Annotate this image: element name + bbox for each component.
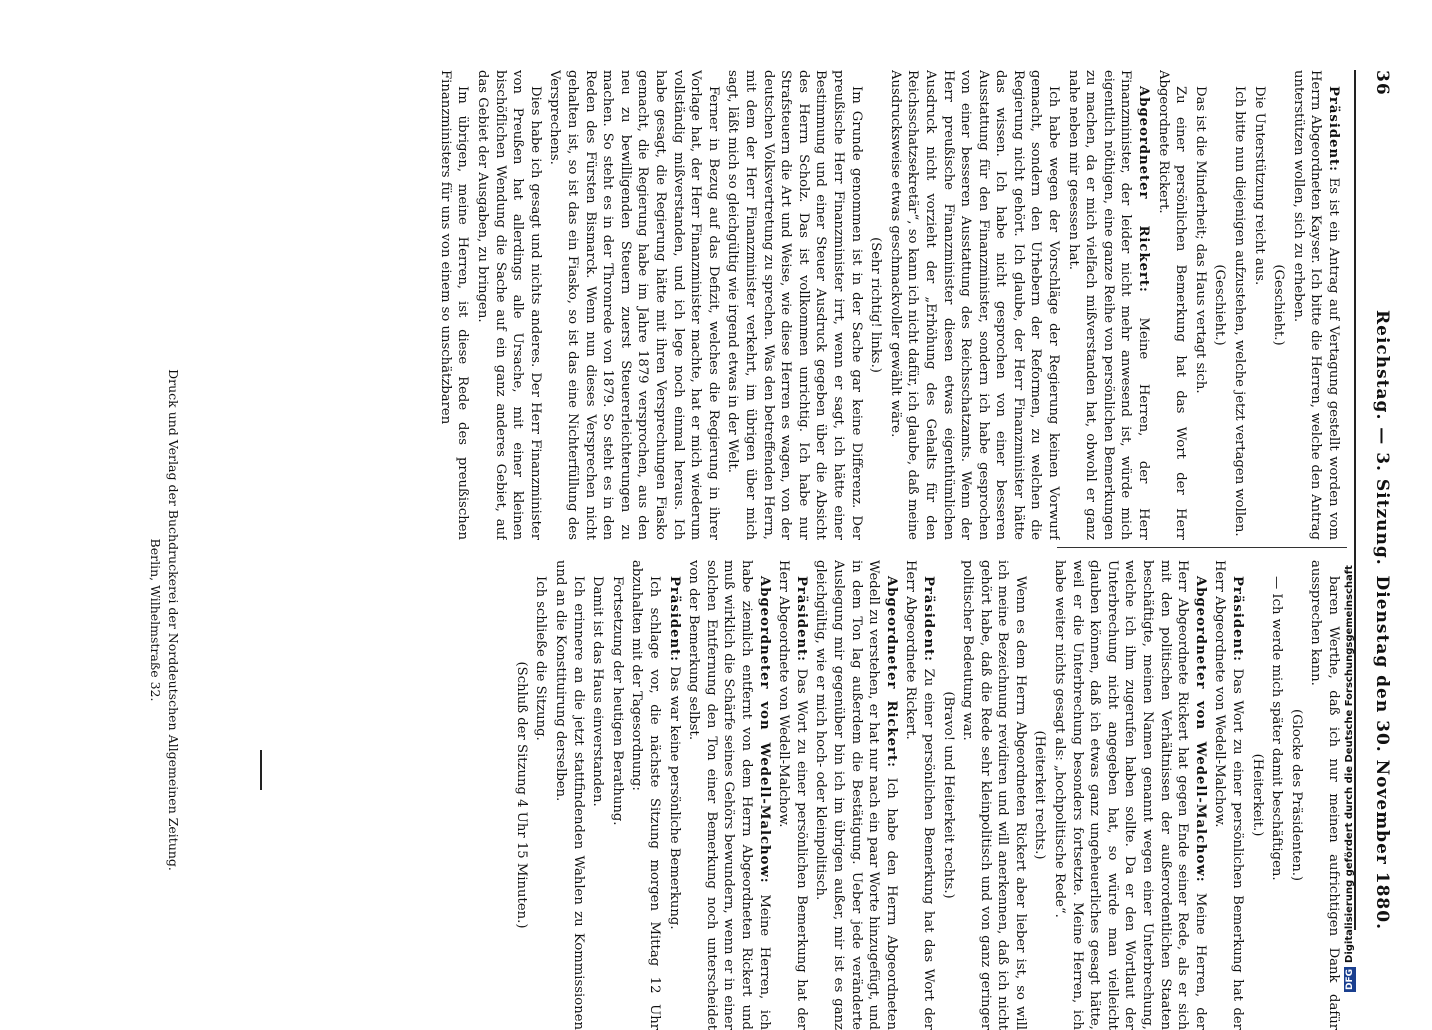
paragraph	[589, 560, 607, 1030]
paragraph-text: Wenn es dem Herrn Abgeordneten Rickert aber lieber ist, so will ich meine Bezeichnung revidiren und will anerkennen, daß ich nicht gehört habe, daß die Rede sehr kleinpolitisch und von ganz geringer politischer Bedeutung war.	[960, 560, 1028, 1030]
paragraph-text: Das war keine persönliche Bemerkung.	[666, 666, 682, 930]
paragraph	[546, 70, 722, 540]
imprint-line-2: Berlin, Wilhelmstraße 32.	[148, 538, 163, 702]
paragraph	[436, 70, 471, 540]
paragraph-text: Dies habe ich gesagt und nichts anderes. Der Herr Finanzminister von Preußen hat allerdings alle Ursache, mit einer kleinen bischöflichen Wendung die Sache auf ein ganz anderes Gebiet, auf das Gebiet der Ausgaben, zu bringen.	[475, 70, 543, 540]
paragraph-text: Meine Herren, ich habe ziemlich entfernt von dem Herrn Abgeordneten Rickert und muß wirklich die Schärfe seines Gehörs bewundern, wenn er in einer solchen Entfernung den Ton einer Bemerkung noch unterscheidet von der Bemerkung selbst.	[686, 560, 772, 1030]
paragraph	[1268, 560, 1286, 1030]
paragraph-text: Im Grunde genommen ist in der Sache gar keine Differenz. Der preußische Herr Finanzminister irrt, wenn er sagt, ich hätte einer Bestimmung und einer Steuer Ausdruck gegeben über die Absicht des Herrn Scholz. Das ist vollkommen unrichtig. Ich habe nur Strafsteuern die Art und Weise, wie diese Herren es wagen, von der deutschen Volksvertretung zu sprechen. Was den betreffenden Herrn, mit dem der Herr Finanzminister verkehrt, im übrigen über mich sagt, läßt mich so gleichgültig wie irgend etwas in der Welt.	[725, 70, 864, 540]
imprint-line-1: Druck und Verlag der Buchdruckerei der Norddeutschen Allgemeinen Zeitung.	[166, 369, 181, 871]
paragraph-text: Meine Herren, der Herr Finanzminister, der leider nicht mehr anwesend ist, würde mich eigentlich nöthigen, eine ganze Reihe von persönlichen Bemerkungen zu machen, da er mich vielfach mißverstanden hat, obwohl er ganz nahe neben mir gesessen hat.	[1065, 70, 1152, 540]
paragraph-text: Das Wort zu einer persönlichen Bemerkung hat der Herr Abgeordnete von Wedell-Malchow.	[776, 560, 809, 1030]
paragraph-text: Ich habe wegen der Vorschläge der Regierung keinen Vorwurf gemacht, sondern den Urhebern der Reformen, zu welchen die Regierung nicht gehört. Ich glaube, der Herr Finanzminister hätte das wissen. Ich habe nicht gesprochen von einer besseren Ausstattung für den Finanzminister, sondern ich habe gesprochen von einer besseren Ausstattung des Reichsschatzamts. Wenn der Herr preußische Finanzminister diesen etwas eigenthümlichen Ausdruck nicht vorzieht der „Erhöhung des Gehalts für den Reichsschatzsekretär“, so kann ich nicht dafür, ich glaube, daß meine Ausdrucksweise etwas geschmackvoller gewählt wäre.	[887, 70, 1062, 540]
paragraph	[812, 560, 900, 1030]
paragraph	[724, 70, 865, 540]
paragraph-text: Ich erinnere an die jetzt stattfindenden Wahlen zu Kommissionen und an die Konstituirung derselben.	[553, 560, 586, 1030]
stage-direction: (Sehr richtig! links.)	[868, 237, 884, 373]
speaker-name: Abgeordneter Rickert:	[883, 576, 899, 768]
stage-direction: (Bravo! und Heiterkeit rechts.)	[940, 691, 956, 899]
paragraph	[608, 560, 626, 1030]
speaker-name: Abgeordneter Rickert:	[1136, 86, 1152, 293]
paragraph-text: Ich habe den Herrn Abgeordneten Wedell zu verstehen, er hat nur nach ein paar Worte hinzugefügt, und in dem Ton lag außerdem die Bestätigung. Ueber jede veränderte Auslegung mir gegenüber bin ich im übrigen außer, mir ist es ganz gleichgültig, wie er mich hoch- oder kleinpolitisch.	[813, 560, 899, 1030]
digitization-credit	[1324, 0, 1432, 1000]
right-column	[282, 560, 1342, 1030]
stage-direction: (Geschieht.)	[1212, 264, 1228, 346]
paragraph	[775, 560, 810, 1030]
paragraph	[1211, 560, 1246, 1030]
paragraph-text: Fortsetzung der heutigen Berathung.	[609, 576, 625, 826]
credit-text: Digitalisierung gefördert durch die Deutsche Forschungsgemeinschaft	[1344, 565, 1355, 963]
paragraph-text: Es ist ein Antrag auf Vertagung gestellt worden vom Herrn Abgeordneten Kayser. Ich bitte die Herren, welche den Antrag unterstützen wollen, sich zu erheben.	[1290, 70, 1341, 540]
stage-direction: (Heiterkeit rechts.)	[1032, 730, 1048, 860]
speaker-name: Präsident:	[666, 576, 682, 663]
paragraph-text: Damit ist das Haus einverstanden.	[590, 576, 606, 807]
paragraph	[685, 560, 773, 1030]
paragraph	[1250, 70, 1268, 540]
stage-direction: (Heiterkeit.)	[1249, 753, 1265, 837]
paragraph-text: baren Werthe, daß ich nur meinen aufrichtigen Dank dafür aussprechen kann.	[1308, 560, 1341, 1030]
paragraph	[532, 560, 550, 1030]
paragraph	[1230, 70, 1248, 540]
paragraph-text: Zu einer persönlichen Bemerkung hat das Wort der Herr Abgeordnete Rickert.	[1155, 70, 1189, 540]
stage-direction: (Geschieht.)	[1271, 264, 1287, 346]
paragraph-text: Das Wort zu einer persönlichen Bemerkung hat der Herr Abgeordnete von Wedell-Malchow.	[1212, 560, 1246, 1030]
paragraph-text: Ich bitte nun diejenigen aufzustehen, welche jetzt vertagen wollen.	[1232, 86, 1248, 537]
header-title: Reichstag. — 3. Sitzung.	[1372, 310, 1392, 566]
paragraph	[1191, 70, 1209, 540]
paragraph-text: Ich schlage vor, die nächste Sitzung morgen Mittag 12 Uhr abzuhalten mit der Tagesordnung:	[629, 560, 663, 1030]
paragraph	[551, 560, 586, 1030]
paragraph-text: Ich schließe die Sitzung.	[533, 576, 549, 741]
imprint	[146, 340, 182, 900]
dfg-logo-icon: DFG	[1345, 968, 1355, 990]
paragraph-text: Zu einer persönlichen Bemerkung hat das Wort der Herr Abgeordnete Rickert.	[903, 560, 936, 1030]
paragraph	[665, 560, 683, 1030]
speaker-name: Präsident:	[1326, 86, 1341, 173]
speaker-name: Präsident:	[793, 576, 809, 663]
paragraph-text: Die Unterstützung reicht aus.	[1251, 86, 1267, 286]
stage-direction: (Glocke des Präsidenten.)	[1288, 708, 1304, 882]
paragraph	[1154, 70, 1189, 540]
closing-rule	[260, 750, 262, 790]
paragraph-text: Das ist die Minderheit; das Haus vertagt sich.	[1192, 86, 1208, 394]
paragraph-text: Ferner in Bezug auf das Defizit, welches die Regierung in ihrer Vorlage hat, der Herr Finanzminister machte, hat er mich wiederum vollständig mißverstanden, und ich lege noch einmal heraus. Ich habe gesagt, die Regierung hätte mit ihren Versprechungen Fiasko gemacht, die Regierung habe im Jahre 1879 versprochen, aus den neu zu bewilligenden Steuern zuerst Steuererleichterungen zu machen. So steht es in der Thronrede von 1879. So steht es in den Reden des Fürsten Bismarck. Wenn nun dieses Versprechen nicht gehalten ist, so ist das ein Fiasko, so ist das eine Nichterfüllung des Versprechens.	[547, 70, 721, 540]
stage-direction: (Schluß der Sitzung 4 Uhr 15 Minuten.)	[513, 661, 529, 929]
speaker-name: Präsident:	[1230, 576, 1246, 663]
speaker-name: Präsident:	[920, 576, 936, 663]
paragraph	[474, 70, 544, 540]
speaker-name: Abgeordneter von Wedell-Malchow:	[1192, 576, 1208, 883]
header-date: Dienstag den 30. November 1880.	[1372, 575, 1392, 930]
page-number: 36	[1372, 70, 1392, 96]
paragraph	[959, 560, 1029, 1030]
paragraph	[1051, 560, 1209, 1030]
paragraph	[902, 560, 937, 1030]
paragraph-text: Meine Herren, der Herr Abgeordnete Rickert hat gegen Ende seiner Rede, als er sich mit den politischen Verhältnissen der außerordentlichen Staaten beschäftigte, meinen Namen genannt wegen einer Unterbrechung, welche ich ihm zugerufen haben sollte. Da er den Wortlaut der Unterbrechung nicht angegeben hat, so würde man vielleicht glauben können, daß ich etwas ganz ungeheuerliches gesagt hätte, weil er die Unterbrechung besonders fortsetzte. Meine Herren, ich habe weiter nichts gesagt als: „hochpolitische Rede“.	[1052, 560, 1208, 1030]
paragraph	[1064, 70, 1152, 540]
paragraph-text: Im übrigen, meine Herren, ist diese Rede des preußischen Finanzministers für uns von einem so unschätzbaren	[437, 70, 471, 540]
left-column	[282, 70, 1342, 540]
paragraph	[628, 560, 663, 1030]
credit-text-block	[1344, 0, 1364, 1000]
paragraph-text: — Ich werde mich später damit beschäftigen.	[1269, 576, 1285, 881]
paragraph	[886, 70, 1062, 540]
speaker-name: Abgeordneter von Wedell-Malchow:	[756, 576, 772, 884]
column-divider	[1057, 547, 1347, 548]
